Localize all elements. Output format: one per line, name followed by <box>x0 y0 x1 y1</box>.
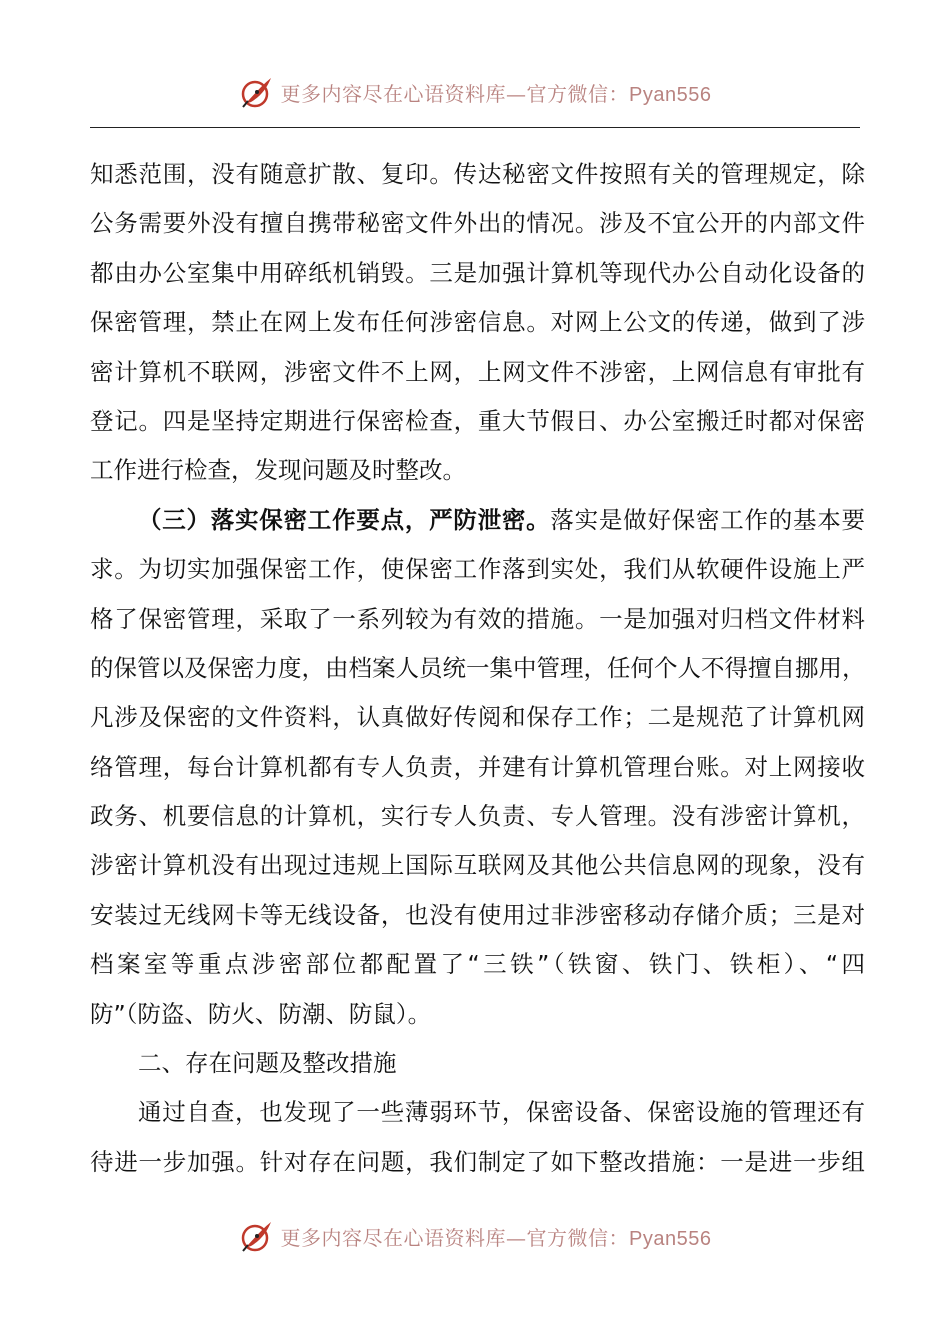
header-banner <box>0 70 950 114</box>
header-rule <box>90 127 860 128</box>
body-line: 安装过无线网卡等无线设备，也没有使用过非涉密移动存储介质；三是对 <box>90 900 865 929</box>
body-line: 的保管以及保密力度，由档案人员统一集中管理，任何个人不得擅自挪用， <box>90 653 866 682</box>
body-line: 知悉范围，没有随意扩散、复印。传达秘密文件按照有关的管理规定，除 <box>90 160 865 188</box>
body-line: 密计算机不联网，涉密文件不上网，上网文件不涉密，上网信息有审批有 <box>90 357 865 386</box>
body-line: 工作进行检查，发现问题及时整改。 <box>90 456 466 485</box>
quill-logo-icon <box>239 1218 275 1254</box>
body-line: 保密管理，禁止在网上发布任何涉密信息。对网上公文的传递，做到了涉 <box>90 308 865 337</box>
body-line: 防”（防盗、防火、防潮、防鼠）。 <box>90 999 432 1028</box>
banner-main-text: 更多内容尽在心语资料库—官方微信： <box>280 81 630 106</box>
section-3-first-line-rest: 落实是做好保密工作的基本要 <box>550 505 866 534</box>
footer-banner <box>0 1214 950 1258</box>
section-3-heading: （三）落实保密工作要点，严防泄密。 <box>138 505 551 534</box>
body-line: 公务需要外没有擅自携带秘密文件外出的情况。涉及不宜公开的内部文件 <box>90 209 865 238</box>
banner-text <box>281 78 712 107</box>
banner-wechat-id: Pyan556 <box>629 83 712 106</box>
body-line: 求。为切实加强保密工作，使保密工作落到实处，我们从软硬件设施上严 <box>90 555 865 584</box>
body-line: 都由办公室集中用碎纸机销毁。三是加强计算机等现代办公自动化设备的 <box>90 258 865 287</box>
body-line: 通过自查，也发现了一些薄弱环节，保密设备、保密设施的管理还有 <box>138 1098 865 1127</box>
body-line: 凡涉及保密的文件资料，认真做好传阅和保存工作；二是规范了计算机网 <box>90 703 865 732</box>
document-body <box>90 150 865 1187</box>
body-line: 政务、机要信息的计算机，实行专人负责、专人管理。没有涉密计算机， <box>90 802 865 831</box>
banner-text <box>281 1222 712 1251</box>
body-line: 待进一步加强。针对存在问题，我们制定了如下整改措施：一是进一步组 <box>90 1147 865 1176</box>
section-3-first-line <box>90 496 865 545</box>
section-2-heading: 二、存在问题及整改措施 <box>138 1049 397 1078</box>
body-line: 登记。四是坚持定期进行保密检查，重大节假日、办公室搬迁时都对保密 <box>90 406 865 435</box>
body-line: 格了保密管理，采取了一系列较为有效的措施。一是加强对归档文件材料 <box>90 604 865 633</box>
banner-main-text: 更多内容尽在心语资料库—官方微信： <box>280 1225 630 1250</box>
body-line: 档案室等重点涉密部位都配置了“三铁”（铁窗、铁门、铁柜）、“四 <box>90 950 865 979</box>
banner-wechat-id: Pyan556 <box>629 1227 712 1250</box>
quill-logo-icon <box>239 74 275 110</box>
body-line: 涉密计算机没有出现过违规上国际互联网及其他公共信息网的现象，没有 <box>90 851 865 880</box>
body-line: 络管理，每台计算机都有专人负责，并建有计算机管理台账。对上网接收 <box>90 752 865 781</box>
